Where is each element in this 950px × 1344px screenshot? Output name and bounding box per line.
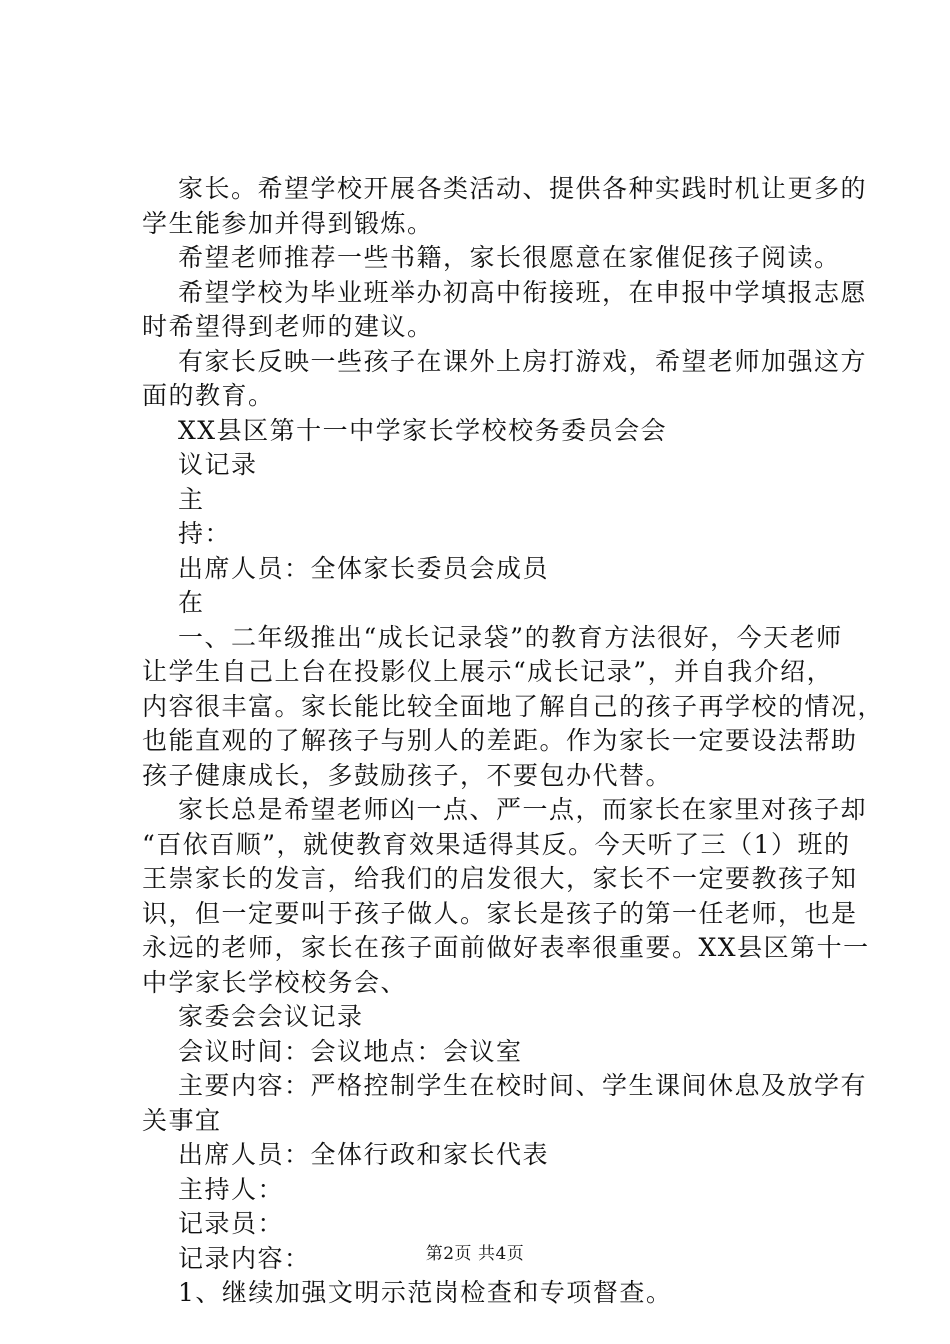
text-line: 有家长反映一些孩子在课外上房打游戏，希望老师加强这方 [178,346,868,376]
text-line: 记录内容： [178,1243,311,1273]
meeting-record-title [142,1000,842,1035]
document-body [142,172,885,1311]
text-line: 一、二年级推出“成长记录袋”的教育方法很好，今天老师 [178,622,843,652]
section-title-line-1 [142,414,842,449]
text-line: 持： [178,519,232,548]
text-line: 主持人： [178,1174,285,1204]
text-line: 出席人员：全体家长委员会成员 [178,553,550,583]
text-line: 记录员： [178,1209,285,1238]
page-number-footer: 第2页 共4页 [425,1244,525,1264]
host-label-part-1 [142,483,842,518]
text-line: “百依百顺”，就使教育效果适得其反。今天听了三（1）班的 [142,829,851,859]
text-line: 希望老师推荐一些书籍，家长很愿意在家催促孩子阅读。 [178,243,841,272]
text-line: 孩子健康成长，多鼓励孩子，不要包办代替。 [142,760,673,790]
paragraph-3 [142,276,868,345]
text-line: 主要内容：严格控制学生在校时间、学生课间休息及放学有 [178,1071,868,1100]
paragraph-4 [142,345,868,414]
text-line: 王崇家长的发言，给我们的启发很大，家长不一定要教孩子知 [142,864,858,893]
text-line: 家长。希望学校开展各类活动、提供各种实践时机让更多的 [178,174,868,203]
meeting-recorder [142,1207,842,1242]
section-title-line-2 [142,448,842,483]
text-line: 关事宜 [142,1105,222,1135]
attendees-line [142,552,842,587]
location-label [142,586,842,621]
text-line: 家委会会议记录 [178,1002,364,1031]
text-line: 学生能参加并得到锻炼。 [142,208,434,238]
meeting-attendees [142,1138,842,1173]
text-line: 面的教育。 [142,381,275,410]
meeting-item-1 [142,1276,842,1311]
paragraph-growth-record [142,621,885,794]
text-line: 出席人员：全体行政和家长代表 [178,1140,550,1169]
text-line: 议记录 [178,450,258,479]
paragraph-2 [142,241,842,276]
paragraph-1 [142,172,868,241]
text-line: 内容很丰富。家长能比较全面地了解自己的孩子再学校的情况， [142,691,885,721]
text-line: 家长总是希望老师凶一点、严一点，而家长在家里对孩子却 [178,795,868,824]
host-label-part-2 [142,517,842,552]
meeting-time-place [142,1035,842,1070]
text-line: XX县区第十一中学家长学校校务委员会会 [178,415,668,445]
text-line: 主 [178,484,205,514]
text-line: 时希望得到老师的建议。 [142,312,434,341]
text-line: 让学生自己上台在投影仪上展示“成长记录”，并自我介绍， [142,657,834,686]
text-line: 1、继续加强文明示范岗检查和专项督查。 [178,1278,673,1307]
text-line: 永远的老师，家长在孩子面前做好表率很重要。XX县区第十一 [142,933,870,962]
meeting-main-content [142,1069,868,1138]
paragraph-parent-feedback [142,793,870,1000]
text-line: 也能直观的了解孩子与别人的差距。作为家长一定要设法帮助 [142,726,858,755]
text-line: 希望学校为毕业班举办初高中衔接班，在申报中学填报志愿 [178,277,868,307]
text-line: 在 [178,588,205,617]
text-line: 中学家长学校校务会、 [142,967,408,997]
meeting-host [142,1173,842,1208]
text-line: 会议时间：会议地点：会议室 [178,1036,523,1066]
text-line: 识，但一定要叫于孩子做人。家长是孩子的第一任老师，也是 [142,898,858,928]
